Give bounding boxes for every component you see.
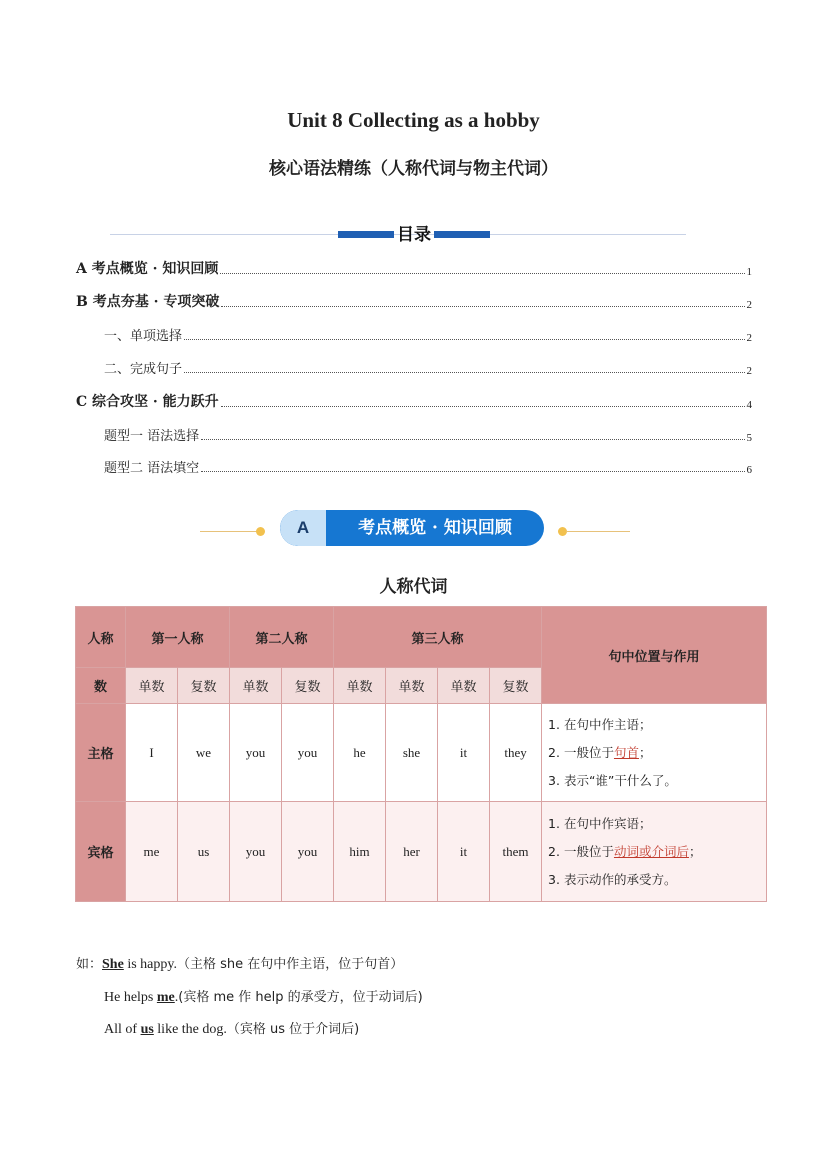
usage-note-text: 2. 一般位于 [548,843,614,859]
usage-notes-subject [542,704,767,802]
number-cell: 复数 [282,668,334,704]
pronoun-cell: it [438,704,490,802]
toc-heading-bar-left [338,231,394,238]
toc-item[interactable] [104,426,752,444]
pronoun-table [75,606,767,902]
banner-line-left [200,531,260,532]
number-cell: 单数 [334,668,386,704]
banner-badge: A [280,510,326,546]
table-row-object [76,802,767,902]
pronoun-cell: it [438,802,490,902]
toc-leader [221,406,745,407]
usage-note-highlight: 句首 [613,744,639,760]
pronoun-cell: you [230,704,282,802]
toc-item-page: 5 [746,432,752,444]
number-cell: 单数 [230,668,282,704]
toc-item-page: 4 [746,399,752,411]
toc-item-label: B 考点夯基 · 专项突破 [76,294,220,310]
toc-heading-bar-right [434,231,490,238]
usage-note-text: 2. 一般位于 [548,744,614,760]
toc-item-page: 2 [746,332,752,344]
toc-item-page: 2 [746,299,752,311]
toc-leader [184,372,744,373]
example-sentence-2 [104,986,423,1006]
example-sentence-1 [76,953,403,973]
toc-leader [221,306,744,307]
toc-item[interactable] [76,293,752,311]
usage-note-highlight: 动词或介词后 [613,843,689,859]
example-note: （主格 she 在句中作主语，位于句首） [176,957,404,972]
pronoun-cell: you [230,802,282,902]
toc-item-label: 题型二 语法填空 [104,461,200,476]
toc-leader [184,339,744,340]
table-corner-header: 人称 [76,607,126,668]
number-cell: 单数 [126,668,178,704]
pronoun-cell: us [178,802,230,902]
toc-item-page: 2 [746,365,752,377]
example-keyword: us [140,1022,154,1037]
document-title: Unit 8 Collecting as a hobby [287,108,540,132]
pronoun-cell: me [126,802,178,902]
pronoun-cell: you [282,704,334,802]
toc-item-label: C 综合攻坚 · 能力跃升 [76,394,219,410]
pronoun-cell: I [126,704,178,802]
example-text: He helps [104,990,157,1005]
usage-note-text: ； [638,744,652,760]
pronoun-cell: her [386,802,438,902]
banner-dot-left [256,527,265,536]
usage-note [548,739,760,767]
example-prefix: 如： [76,957,103,972]
header-usage: 句中位置与作用 [542,607,767,704]
header-number: 数 [76,668,126,704]
pronoun-cell: you [282,802,334,902]
banner-line-right [566,531,630,532]
toc-item[interactable] [104,458,752,476]
example-keyword: me [156,990,175,1005]
toc-item-page: 1 [746,266,752,278]
example-keyword: She [102,957,124,972]
usage-notes-object [542,802,767,902]
header-first-person: 第一人称 [126,607,230,668]
number-cell: 单数 [386,668,438,704]
toc-item[interactable] [76,260,752,278]
pronoun-cell: we [178,704,230,802]
example-text: All of [104,1022,141,1037]
usage-note: 3. 表示动作的承受方。 [548,871,677,887]
row-label-subject: 主格 [76,704,126,802]
usage-note: 3. 表示“谁”干什么了。 [548,772,677,788]
section-title: 人称代词 [379,577,448,597]
table-row-subject [76,704,767,802]
banner-text: 考点概览 · 知识回顾 [358,518,512,538]
usage-note-text: ； [688,843,702,859]
example-sentence-3 [104,1018,359,1038]
pronoun-cell: them [490,802,542,902]
number-cell: 复数 [490,668,542,704]
toc-item-page: 6 [746,464,752,476]
document-subtitle: 核心语法精练（人称代词与物主代词） [269,159,558,179]
pronoun-cell: she [386,704,438,802]
usage-note: 1. 在句中作主语； [548,716,652,732]
example-note: （宾格 us 位于介词后) [226,1022,360,1037]
toc-item-label: 一、单项选择 [104,329,183,344]
toc-item[interactable] [76,393,752,411]
toc-leader [201,471,744,472]
example-text: . [174,990,179,1005]
toc-item-label: A 考点概览 · 知识回顾 [76,261,219,277]
section-banner [200,508,630,548]
toc-item[interactable] [104,326,752,344]
pronoun-cell: they [490,704,542,802]
toc-item-label: 题型一 语法选择 [104,429,200,444]
toc-heading [110,222,686,246]
banner-pill [280,510,544,546]
header-second-person: 第二人称 [230,607,334,668]
toc-leader [220,273,744,274]
example-text: like the dog. [153,1022,227,1037]
usage-note [548,838,760,866]
number-cell: 单数 [438,668,490,704]
header-third-person: 第三人称 [334,607,542,668]
number-cell: 复数 [178,668,230,704]
pronoun-cell: he [334,704,386,802]
example-note: (宾格 me 作 help 的承受方，位于动词后) [178,990,423,1005]
row-label-object: 宾格 [76,802,126,902]
usage-note: 1. 在句中作宾语； [548,815,652,831]
toc-heading-text: 目录 [397,225,431,245]
pronoun-cell: him [334,802,386,902]
toc-leader [201,439,744,440]
toc-item[interactable] [104,359,752,377]
example-text: is happy. [123,957,177,972]
toc-item-label: 二、完成句子 [104,362,183,377]
